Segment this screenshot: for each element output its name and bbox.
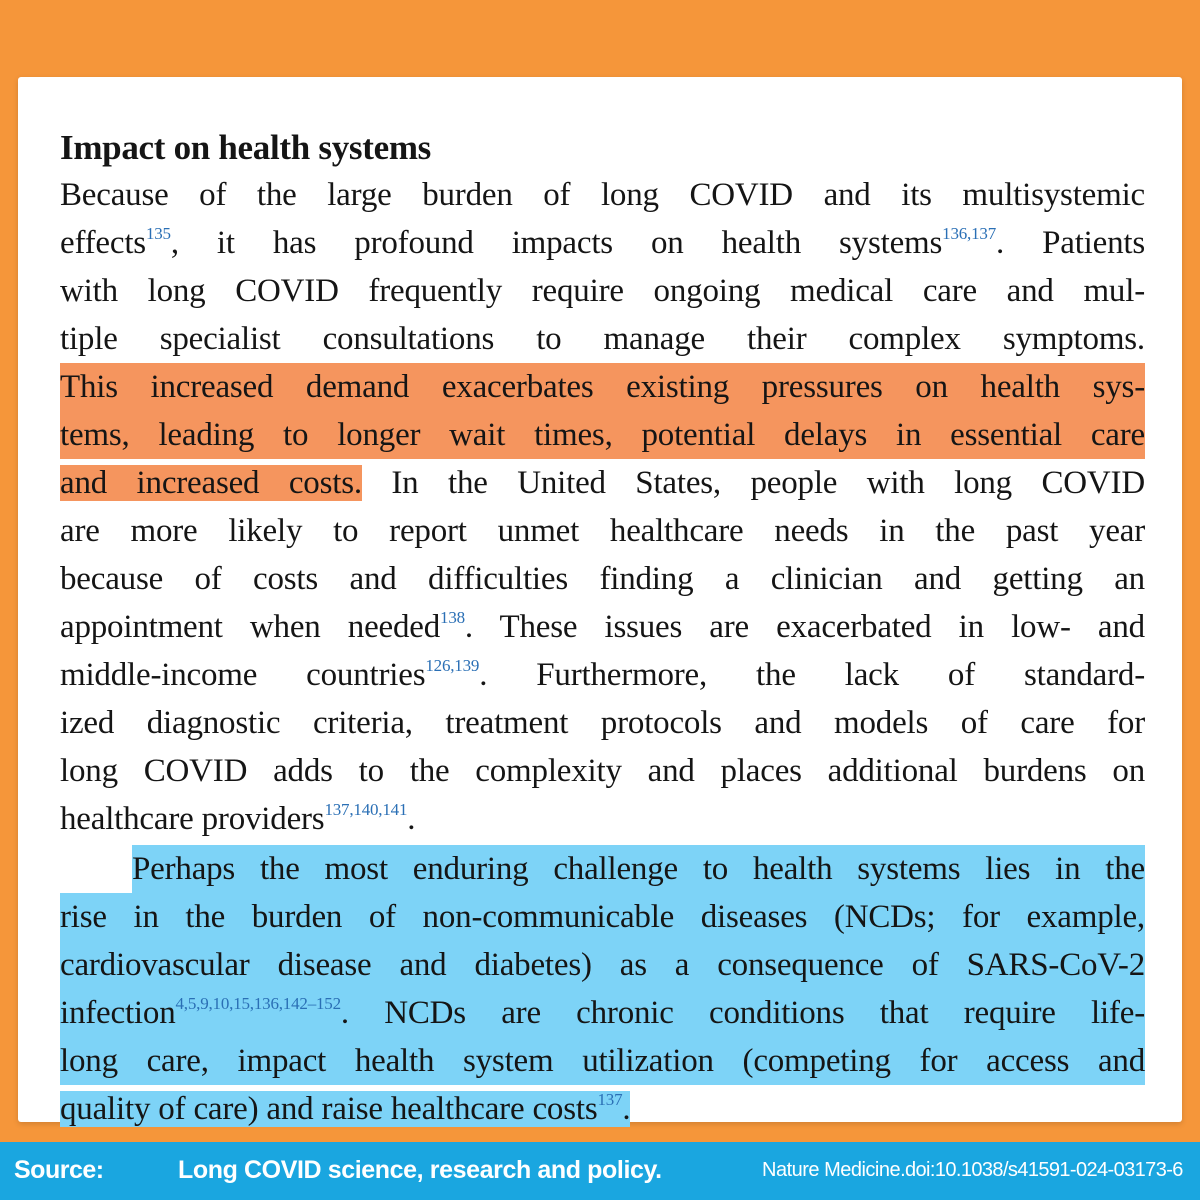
article-excerpt xyxy=(60,125,1145,1133)
highlighted-line-blue: cardiovascular disease and diabetes) as a consequence of SARS-CoV-2 xyxy=(60,941,1145,989)
highlighted-line-blue xyxy=(60,845,1145,893)
text-segment: healthcare providers xyxy=(60,801,325,837)
highlighted-line-blue: rise in the burden of non-communicable diseases (NCDs; for example, xyxy=(60,893,1145,941)
text-line: because of costs and difficulties finding a clinician and getting an xyxy=(60,561,1145,597)
highlighted-line-orange: This increased demand exacerbates existing pressures on health sys- xyxy=(60,363,1145,411)
highlighted-segment-orange: and increased costs. xyxy=(60,465,362,501)
text-line xyxy=(60,651,1145,699)
text-line: with long COVID frequently require ongoing medical care and mul- xyxy=(60,273,1145,309)
source-journal: Nature Medicine. xyxy=(762,1159,906,1181)
text-segment: . Patients xyxy=(996,225,1145,261)
highlighted-line-blue xyxy=(60,989,1145,1037)
text-segment: middle-income countries xyxy=(60,657,426,693)
text-segment: . NCDs are chronic conditions that require life- xyxy=(340,995,1145,1031)
text-line xyxy=(60,795,1145,843)
text-line: tiple specialist consultations to manage their complex symptoms. xyxy=(60,321,1145,357)
reference-link[interactable]: 4,5,9,10,15,136,142–152 xyxy=(175,994,341,1013)
source-label: Source: xyxy=(14,1156,104,1184)
highlighted-segment-blue xyxy=(60,1091,630,1127)
source-doi[interactable]: doi:10.1038/s41591-024-03173-6 xyxy=(905,1159,1183,1181)
text-segment: infection xyxy=(60,995,176,1031)
text-segment: quality of care) and raise healthcare costs xyxy=(60,1091,598,1127)
text-line: ized diagnostic criteria, treatment protocols and models of care for xyxy=(60,705,1145,741)
paragraph-1 xyxy=(60,171,1145,843)
highlighted-segment-blue: Perhaps the most enduring challenge to health systems lies in the xyxy=(132,845,1145,893)
text-segment: . Furthermore, the lack of standard- xyxy=(479,657,1145,693)
reference-link[interactable]: 136,137 xyxy=(942,224,997,243)
source-title: Long COVID science, research and policy. xyxy=(178,1156,662,1184)
text-segment: . xyxy=(622,1091,631,1127)
reference-link[interactable]: 137,140,141 xyxy=(324,800,408,819)
text-line: long COVID adds to the complexity and places additional burdens on xyxy=(60,753,1145,789)
text-line xyxy=(60,459,1145,507)
text-segment: . xyxy=(407,801,416,837)
highlighted-line-orange: tems, leading to longer wait times, potential delays in essential care xyxy=(60,411,1145,459)
source-footer xyxy=(0,1142,1200,1200)
text-segment: In the United States, people with long COVID xyxy=(361,465,1145,501)
reference-link[interactable]: 138 xyxy=(440,608,465,627)
reference-link[interactable]: 137 xyxy=(597,1090,623,1109)
text-segment: effects xyxy=(60,225,146,261)
text-segment: appointment when needed xyxy=(60,609,441,645)
reference-link[interactable]: 135 xyxy=(145,224,171,243)
text-line: Because of the large burden of long COVID and its multisystemic xyxy=(60,177,1145,213)
highlighted-line-blue: long care, impact health system utilization (competing for access and xyxy=(60,1037,1145,1085)
section-heading: Impact on health systems xyxy=(60,128,431,167)
text-line: are more likely to report unmet healthcare needs in the past year xyxy=(60,513,1145,549)
reference-link[interactable]: 126,139 xyxy=(425,656,480,675)
text-segment: , it has profound impacts on health systems xyxy=(170,225,943,261)
highlighted-line-blue xyxy=(60,1085,1145,1133)
text-line xyxy=(60,219,1145,267)
text-line xyxy=(60,603,1145,651)
text-segment: . These issues are exacerbated in low- and xyxy=(464,609,1145,645)
paragraph-2 xyxy=(60,845,1145,1133)
